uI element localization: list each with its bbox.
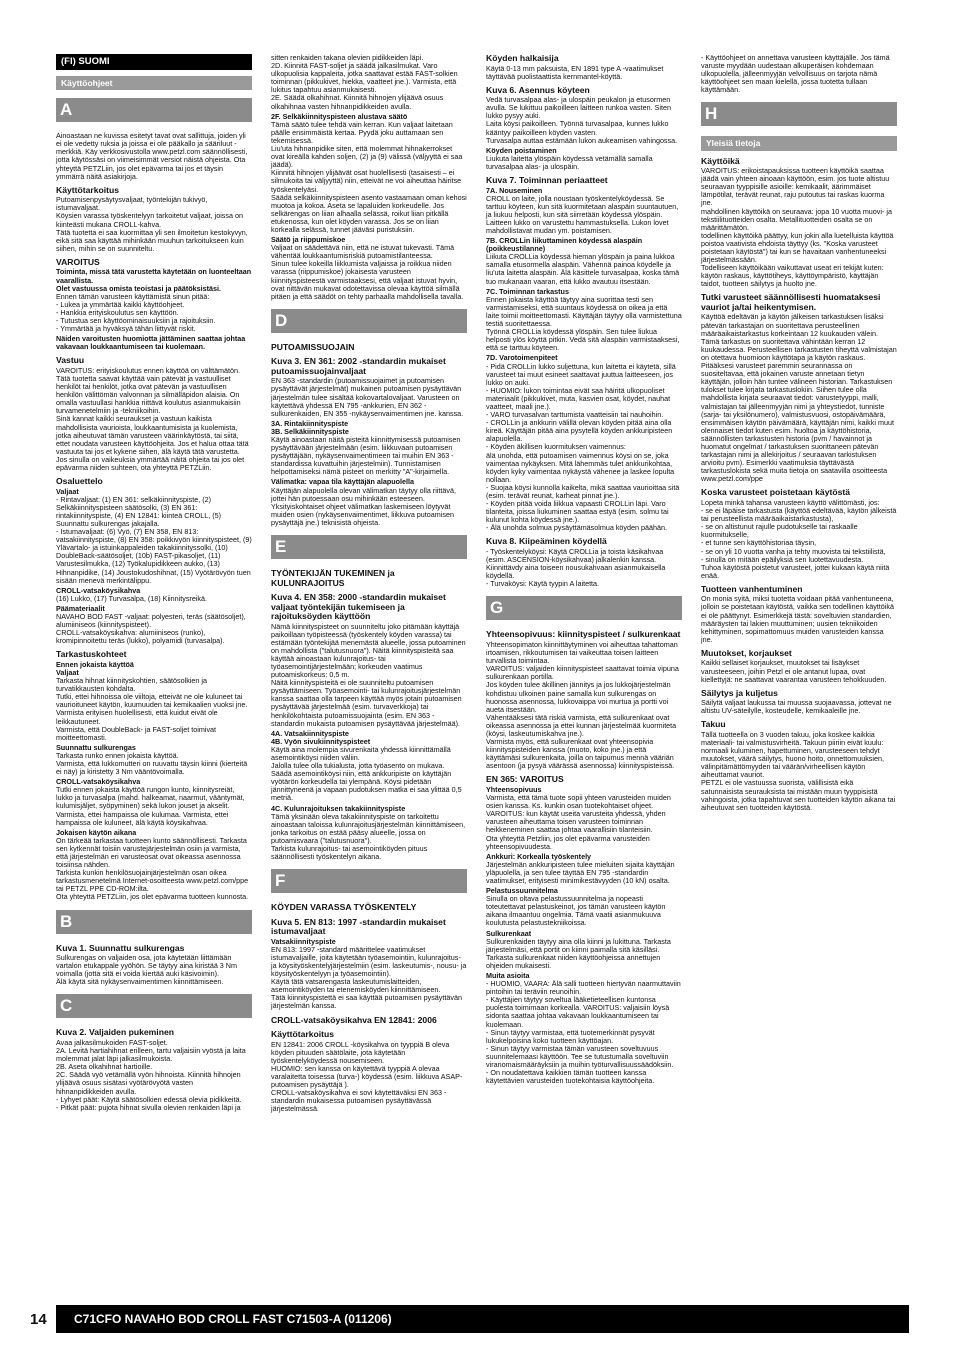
language-header: (FI) SUOMI	[56, 54, 252, 70]
col2-sub-1: 2F. Selkäkiinnityspisteen alustava säätö	[271, 111, 408, 121]
names-text: - Rintavaljaat: (1) EN 361: selkäkiinnityspiste, (2) Selkäkiinnityspisteen säätösolki, (3) EN 361: rintakiinnityspiste, (4) EN 12841: kiinteä CROLL, (5) Suunnattu sulkurengas jakajalla. - Istumavaljaat: (6) Vyö, (7) EN 358, EN 813: vatsakiinnityspiste, (8) EN 358: poikkivyön kiinnityspisteet, (9) Ylävartalo- ja istuinkappaleiden takakiinnityssolki, (10) DoubleBack-säätösoljet, (10b) FAST-pikasoljet, (11) Varustesilmukka, (12) Työkalupidikkeen aukko, (13) Hihnanpidike, (14) Joustokudoshihnat, (15) Vyötärövyön tuen sisään menevä merkintälippu.	[56, 494, 252, 585]
g-sub-4: Sulkurenkaat	[486, 928, 532, 938]
f-sub-3: Käyttötarkoitus	[271, 1029, 335, 1040]
obsolescence-text: On monia syitä, miksi tuotetta voidaan pitää vanhentuneena, jolloin se poistetaan käytöstä, vaikka sen todellinen käyttöikä ei ole päättynyt. Esimerkkejä tästä: soveltuvien standardien, määräysten tai lakien muuttuminen; uusien tekniikoiden kehittyminen, sopimattomuus muiden varusteiden kanssa jne.	[701, 594, 894, 644]
warning-title: VAROITUS	[56, 256, 100, 267]
rope-diameter-text: Käytä 0-13 mm paksuista, EN 1891 type A -vaatimukset täyttävää puolistaattista kernmantel-köyttä.	[486, 63, 664, 81]
section-c-marker: C	[56, 994, 252, 1018]
e-text: Nämä kiinnityspisteet on suunniteltu joko pitämään käyttäjä paikoillaan työpisteessä (työskentely köyden varassa) tai estämään työntekijää menemästä alueelle, jossa putoaminen on mahdollista ("talutusnuora"). Näitä kiinnityspisteitä saa käyttää ainoastaan kulunrajoitus- tai työasemointijärjestelmään; korkeuden vaatimus putoamiskorkeus: 0,5 m. Näitä kiinnityspisteitä ei ole suunniteltu putoamisen pysäyttämiseen. Työasemointi- tai kulunrajoitusjärjestelmän kanssa saattaa olla tarpeen käyttää myös jotain putoamisen pysäyttävää järjestelmää (esim. turvaverkkoja) tai henkilökohtaista putoamissuojainta (esim. EN 363 -standardin mukaista putoamisen pysäyttävää järjestelmää).	[271, 621, 466, 728]
inspection-sub: Ennen jokaista käyttöä	[56, 659, 134, 669]
g-text-3: Sinulla on oltava pelastussuunnitelma ja nopeasti toteutettavat pelastuskeinot, jos tämän varusteen käytön aikana ilmaantuu ongelmia. Tämä vaatii asianmukuuva koulutusta pelastustekniikoissa.	[486, 894, 666, 928]
section-g-marker: G	[486, 596, 682, 620]
warranty-text: Tällä tuotteella on 3 vuoden takuu, joka koskee kaikkia materiaali- tai valmistusvirheitä. Takuun piiriin eivät kuulu: normaali kuluminen, hapettuminen, varusteeseen tehdyt muutokset, väärä säilytys, huono hoito, onnettomuuksien, välinpitämättömyyden tai väärän/virheellisen käytön aiheuttamat vauriot. PETZL ei ole vastuussa suorista, välillisistä eikä satunnaisista seurauksista tai mistään muun tyyppisistä vahingoista, jotka tapahtuvat sen tuotteiden käytön aikana tai aiheutuvat sen tuotteiden käytöstä.	[701, 729, 896, 812]
7b-text: Liikuta CROLLia köydessä hieman ylöspäin ja paina lukkoa samalla etusormella alaspäin. Vähennä painoa köydelle ja liu'uta laitetta alaspäin. Älä käsittele turvasalpaa, koska tämä tuo mukanaan vaaran, että lukko avautuu itsestään.	[486, 252, 680, 286]
d-sub-2: 3B. Selkäkiinnityspiste	[271, 426, 349, 436]
inspect-title: Tutki varusteet säännöllisesti huomataksesi vauriot ja/tai heikentymisen.	[701, 292, 881, 312]
d-head: PUTOAMISSUOJAIN	[271, 341, 355, 352]
7d-text: - Pidä CROLLin lukko suljettuna, kun laitetta ei käytetä, sillä varusteet tai muut esineet saattavat juuttua laitteeseen, jos lukko on auki. - HUOMIO: lukon toimintaa eivät saa häiritä ulkopuoliset materiaalit (pikkukivet, muta, kasvien osat, köydet, nauhat vaatteet, maali jne.). - VARO turvasalvan tarttumista vaatteisiin tai nauhoihin. - CROLLin ja ankkurin välillä olevan köyden pitää aina olla kireä. Käyttäjän pitää aina pysytellä köyden ankkuripisteen alapuolella. - Köyden äkillisen kuormituksen vaimennus: älä unohda, että putoamisen vaimennus köysi on se, joka vaimentaa nykäyksen. Mitä lähemmäs tulet ankkurikohtaa, köyden kyky vaimentaa nykäystä vähenee ja laskee lopulta nollaan. - Suojaa köysi kunnolla kaikelta, mikä saattaa vaurioittaa sitä (esim. terävät reunat, karheat pinnat jne.). - Köyden pitää voida liikkua vapaasti CROLLin läpi. Varo tilanteita, joissa liukuminen saattaa estyä (esim. solmu tai kulunut kohta köydessä jne.). - Älä unohda solmua pysäyttämäsolmua köyden päähän.	[486, 361, 680, 533]
remove-text: Liukuta laitetta ylöspäin köydessä vetämällä samalla turvasalpaa alas- ja ulospäin.	[486, 153, 653, 171]
col2-sub-2: Säätö ja riippumiskoe	[271, 235, 346, 245]
footer-bar: C71CFO NAVAHO BOD CROLL FAST C71503-A (011206)	[56, 1305, 909, 1333]
d-text-3: Käyttäjän alapuolella olevan välimatkan täytyy olla riittävä, jottei hän putoessaan osu mihinkään esteeseen. Yksityiskohtaiset ohjeet välimatkan laskemiseen löytyvät muiden osien (nykäysenvaimentimet, liikkuva putoamisen pysäyttäjä jne.) teknisistä ohjeista.	[271, 485, 456, 527]
retire-title: Koska varusteet poistetaan käytöstä	[701, 487, 851, 498]
warning-bold-2: Näiden varoitusten huomiotta jättäminen saattaa johtaa vakavaan loukkaantumiseen tai kuolemaan.	[56, 334, 246, 352]
responsibility-text: VAROITUS: erityiskoulutus ennen käyttöä on välttämätön. Tätä tuotetta saavat käyttää vain pätevät ja vastuulliset henkilöt tai henkilöt, jotka ovat pätevän ja vastuullisen henkilön välittömän valvonnan ja silmälläpidon alaisia. On omalla vastuullasi hankkia riittävä koulutus asianmukaisiin turvamenetelmiin ja -tekniikoihin. Sinä kannat kaikki seuraukset ja vastuun kaikista mahdollisista vaurioista, loukkaantumisista ja kuolemista, jotka aiheutuvat tämän varusteen väärinkäytöstä, tai siitä, ettet noudata varusteen käyttöohjeita. Jos et halua ottaa tätä vastuuta tai jos et kykene siihen, älä käytä tätä varustetta. Jos sinulla on vaikeuksia ymmärtää näitä ohjeita tai jos olet epävarma niiden suhteen, ota yhteyttä PETZLiin.	[56, 365, 249, 472]
f-sub-2: CROLL-vatsaköysikahva EN 12841: 2006	[271, 1014, 437, 1025]
lifetime-title: Käyttöikä	[701, 155, 740, 166]
e-sub-1: 4A. Vatsakiinnityspiste	[271, 728, 349, 738]
column-1	[56, 54, 252, 1114]
modifications-text: Kaikki sellaiset korjaukset, muutokset tai lisäykset varusteeseen, joihin Petzl ei ole antanut lupaa, ovat kiellettyjä: ne saattavat vaarantaa varusteen tehokkuuden.	[701, 658, 887, 684]
col2-text-1: Tämä säätö tulee tehdä vain kerran. Kun valjaat laitetaan päälle ensimmäistä kertaa. Pyydä joku auttamaan sen tekemisessä. Liu'uta hihnanpidike siten, että molemmat hihnakerrokset ovat kireällä kahden soljen, (2) ja (9) välissä (väljyyttä ei saa jäädä). Kiinnitä hihnojen ylijäävät osat huolellisesti (tasaisesti – ei silmukoita tai väljyyttä) niin, etteivät ne voi aiheuttaa häiritse työskentelyäsi. Säädä selkäkiinnityspisteen asento vastaamaan oman kehosi muotoa ja kokoa. Aseta se lapaluiden korkeudelle. Jos selkärengas on liian alhaalla selässä, roikut liian pitkällä etukenossa, kun olet köyden varassa. Jos se on liian korkealla selässä, tunnet jääväsi puristuksiin.	[271, 119, 467, 234]
obsolescence-title: Tuotteen vanhentuminen	[701, 583, 803, 594]
g-text: Yhteensopimaton kiinnittäytyminen voi aiheuttaa tahattoman irtoamisen, rikkoutumisen tai vaikeuttaa toisen laitteen turvallista toimintaa. VAROITUS: valjaiden kiinnityspisteet saattavat toimia vipuna sulkurenkaan portilla. Jos köyden tulee äkillinen jännitys ja jos lukkojärjestelmän kohdistuu ulkoinen paine samalla kun sulkurengas on huonossa asennossa, lukkovaippa voi murtua ja portti voi aueta itsestään. Vähentääksesi tätä riskiä varmista, että sulkurenkaat ovat oikeassa asennossa ja ettei kunnan järjestelmää kuormiteta (köysi, laskeutumiskahva jne.). Varmista myös, että sulkurenkaat ovat yhteensopivia kiinnityspisteiden kanssa (muoto, koko jne.) ja että käyttämäsi sulkurenkaita, joilla on taipumus mennä vääriän asentoon (ja pysyä väärässä asennossa) kiinnityspisteissä.	[486, 639, 679, 771]
names-sub-2: CROLL-vatsaköysikahva	[56, 585, 141, 595]
c-text: Avaa jalkasilmukoiden FAST-soljet. 2A. Levitä hartiahihnat erilleen, tartu valjaisiin vyöstä ja laita molemmat jalat läpi jalkasilmukoista. 2B. Aseta olkahihnat hartioille. 2C. Säädä vyö vetämällä vyön hihnoista. Kiinnitä hihnojen ylijäävä osuus sisätasi vyötärövyötä vasten hihnanpidikkeiden avulla. - Lyhyet päät: Käytä säätösolkien edessä olevia pidikkeitä. - Pitkät päät: pujota hihnat sivulla olevien renkaiden läpi ja	[56, 1037, 246, 1112]
instructions-subhead: Käyttöohjeet	[56, 76, 252, 90]
b-text: Sulkurengas on valjaiden osa, jota käytetään liittämään vartalon etukappale yyöhön. Se täytyy aina kiristää 3 Nm voimalla (jotta sitä ei voida kiertää auki käsivoimin). Älä käytä sitä nykäysenvaimentimen kiinnittämiseen.	[56, 953, 237, 987]
g-sub-5: Muita asioita	[486, 971, 530, 980]
column-2	[271, 54, 467, 1115]
g-sub-3: Pelastussuunnitelma	[486, 886, 558, 896]
b-title: Kuva 1. Suunnattu sulkurengas	[56, 942, 185, 953]
7d-sub: 7D. Varotoimenpiteet	[486, 353, 558, 363]
7a-text: CROLL on laite, jolla noustaan työskentelyköydessä. Se tarttuu köyteen, kun sitä kuormitetaan alaspäin suuntautuen, ja liukuu helposti, kun sitä siirretään köydessä ylöspäin. Laitteen lukko on varustettu hammastuksella. Lukon lovet mahdollistavat mudan ym. poistamisen.	[486, 193, 679, 235]
inspection-sub-5: Jokaisen käytön aikana	[56, 827, 137, 837]
g-title-2: EN 365: VAROITUS	[486, 774, 564, 785]
e-text-3: Tämä yksinään oleva takakiinnityspiste on tarkoitettu ainoastaan taloissa kulunrajoitusjärjestelmän kiinnittämiseen, jonka tarkoitus on estää pääsy alueelle, jossa on putoamisvaara ("talutusnuora"). Tarkista kulunrajoitus- tai asemointiköyden pituus säännöllisesti työskentelyn aikana.	[271, 811, 466, 862]
inspection-title: Tarkastuskohteet	[56, 649, 127, 660]
col2-text-2: Valjaat on säädettävä niin, että ne istuvat tukevasti. Tämä vähentää loukkaantumisriskiä putoamistilanteessa. Sinun tulee kokeilla liikkumista valjaissa ja roikkua niiden varassa (riippumiskoe) jokaisesta varusteen kiinnityspisteestä varmistaaksesi, että valjaat istuvat hyvin, ovat riittävän mukavat odotettavissa olevaa käyttöä silmällä pitäen ja että säädöt on tehty parhaalla mahdollisella tavalla.	[271, 243, 464, 301]
d-text-2: Käytä ainoastaan näitä pisteitä kiinnittymisessä putoamisen pysäyttävään järjestelmään (esim. liikkuvaan putoamisen pysäyttäjään, nykäysenvaimentimeen tai muihin EN 363 -standardissa kuvattuihin järjestelmiin). Tunnistamisen helpottamiseksi nämä pisteet on merkitty "A"-kirjaimella.	[271, 434, 461, 477]
section-f-marker: F	[271, 869, 467, 893]
storage-title: Säilytys ja kuljetus	[701, 687, 778, 698]
f-title: Kuva 5. EN 813: 1997 -standardin mukaiset istumavaljaat	[271, 916, 446, 937]
section-a-marker: A	[56, 98, 252, 122]
d-sub-3: Välimatka: vapaa tila käyttäjän alapuolella	[271, 477, 415, 487]
e-sub-2: 4B. Vyön sivukiinnityspisteet	[271, 736, 371, 746]
names-sub-3: Päämateriaalit	[56, 603, 105, 613]
principles-title: Kuva 7. Toiminnan periaatteet	[486, 175, 608, 186]
usage-title: Käyttötarkoitus	[56, 184, 120, 195]
responsibility-title: Vastuu	[56, 355, 85, 366]
col2-top-text: sitten renkaiden takana olevien pidikkeiden läpi. 2D. Kiinnitä FAST-soljet ja säädä jalkasilmukat. Varo ulkopuolisia kappaleita, jotka saattavat estää FAST-solkien toiminnan (pikkukivet, hiekka, vaatteet jne.). Varmista, että lukitus tapahtuu asianmukaisesti. 2E. Säädä olkahihnat. Kiinnitä hihnojen ylijäävä osuus olkahihnaa vasten hihnanpidikkeiden avulla.	[271, 53, 458, 111]
f-text-3: EN 12841: 2006 CROLL -köysikahva on tyyppiä B oleva köyden pituuden säätölaite, jota käytetään työskentelyköydessä nousemiseen. HUOMIO: sen kanssa on käytettävä tyyppiä A olevaa varalaitetta toisessa (turva-) köydessä (esim. liikkuva ASAP-putoamisen pysäyttäjä ). CROLL-vatsaköysikahva ei sovi käytettäväksi EN 363 -standardin mukaisessa putoamisen pysäyttävässä järjestelmässä.	[271, 1039, 463, 1114]
g-sub-2: Ankkuri: Korkealla työskentely	[486, 851, 592, 861]
remove-sub: Köyden poistaminen	[486, 145, 557, 155]
section-d-marker: D	[271, 309, 467, 333]
f-sub-1: Vatsakiinnityspiste	[271, 936, 336, 946]
e-title: Kuva 4. EN 358: 2000 -standardin mukaiset valjaat työntekijän tukemiseen ja rajoituksöyden käyttöön	[271, 592, 446, 621]
usage-text: Putoamisenpysäytysvaljaat, työntekijän tukivyö, istumavaljaat. Köysien varassa työskentelyyn tarkoitetut valjaat, joissa on kiinteästi mukana CROLL-kahva. Tätä tuotetta ei saa kuormittaa yli sen ilmoitetun kestokyvyn, eikä sitä saa käyttää mihinkään muuhun tarkoitukseen kuin siihen, mihin se on suunniteltu.	[56, 195, 248, 253]
general-info-subhead: Yleisiä tietoja	[701, 136, 897, 150]
modifications-title: Muutokset, korjaukset	[701, 647, 792, 658]
warning-bold: Toiminta, missä tätä varustetta käytetään on luonteeltaan vaarallista. Olet vastuussa omista teoistasi ja päätöksistäsi.	[56, 267, 252, 293]
d-sub-1: 3A. Rintakiinnityspiste	[271, 418, 349, 428]
7b-sub: 7B. CROLLin liikuttaminen köydessä alaspäin (poikkeustilanne)	[486, 236, 643, 254]
section-h-marker: H	[701, 102, 897, 126]
f-head: KÖYDEN VARASSA TYÖSKENTELY	[271, 902, 417, 913]
warranty-title: Takuu	[701, 719, 726, 730]
e-sub-3: 4C. Kulunrajoituksen takakiinnityspiste	[271, 803, 406, 813]
names-title: Osaluettelo	[56, 476, 103, 487]
page-number: 14	[30, 1311, 47, 1328]
col4-top-text: - Käyttöohjeet on annettava varusteen käyttäjälle. Jos tämä varuste myydään uudestaan alkuperäisen kohdemaan ulkopuolella, jälleenmyyjän velvollisuus on tarjota nämä käyttöohjeet sen maan kielellä, jossa tuotetta tullaan käyttämään.	[701, 53, 890, 95]
d-title: Kuva 3. EN 361: 2002 -standardin mukaiset putoamissuojainvaljaat	[271, 356, 446, 376]
column-3	[486, 54, 682, 1087]
inspection-text-4: Tutki ennen jokaista käyttöä rungon kunto, kiinnitysreiät, lukko ja turvasalpa (mahd. halkeamat, naarmut, vääntymät, kulumisjäljet, syöpyminen) sekä lukon jouset ja akselit. Varmista, ettei hampaissa ole kulumaa. Varmista, ettei hampaissa ole kuluneet, älä käytä köysikahvaa.	[56, 785, 245, 827]
lifetime-text: VAROITUS: erikoistapauksissa tuotteen käyttöikä saattaa jäädä vain yhteen ainoaan käyttöön, esim. jos tuote altistuu seuraavan tyyppisille asioille: kemikaalit, äärimmäiset lämpötilat, terävät reunat, raju putoutus tai raskas kuorma jne. mahdollinen käyttöikä on seuraava: jopa 10 vuotta muovi- ja tekstiilituotteiden osalta. Metallituotteiden osalta se on määrittämätön. todellinen käyttöikä päättyy, kun jokin alla luetelluista käyttöä poistoa vaativista ehdoista täyttyy (ks. "Koska varusteet poistetaan käytöstä") tai kun se havaitaan vanhentuneeksi järjestelmässään. Todelliseen käyttöikään vaikuttavat useat eri tekijät kuten: käytön raskaus, käyttötiheys, käyttöympäristö, käyttäjän taidot, tuotteen säilytys ja huolto jne.	[701, 166, 894, 289]
install-text: Vedä turvasalpaa alas- ja ulospäin peukalon ja etusormen avulla. Se lukittuu paikoilleen laitteen runkoa vasten. Siten lukko pysyy auki. Laita köysi paikoilleen. Työnnä turvasalpaa, kunnes lukko kääntyy paikoilleen köyden vasten. Turvasalpa auttaa estämään lukon aukeamisen vahingossa.	[486, 95, 678, 145]
e-head: TYÖNTEKIJÄN TUKEMINEN ja KULUNRAJOITUS	[271, 568, 395, 588]
inspect-text: Käyttöä edeltävän ja käytön jälkeisen tarkastuksen lisäksi pätevän tarkastajan on suoritettava perusteellinen määräaikaistarkastus korkeintaan 12 kuukauden välein. Tämä tarkastus on suoritettava vähintään kerran 12 kuukaudessa. Perusteellisen tarkastusten tiheyttä valmistajan on otettava huomioon käyttötapa ja käytön raskaus. Pitääksesi varusteet paremmin seurannassa on suositeltavaa, että jokainen varuste annetaan tietyn käyttäjän, jolloin hän tuntee välineen historian. Tarkastuksen tulokset tulee kirjata tarkastuslokiin. Siihen tulee olla mahdollista kirjata seuraavat tiedot: varustetyyppi, malli, valmistajan tai jälleenmyyjän nimi ja yhteystiedot, tunniste (sarja- tai yksilönumero), valmistusvuosi, ostopäivämäärä, ensimmäisen käytön päivämäärä, käyttäjän nimi, kaikki muut olennaiset tiedot kuten esim. huoltoa ja käyttöhistoria, säännöllisten tarkastusten historia (pvm / havainnot ja huomatut ongelmat / tarkastuksen suorittaneen pätevän tarkastajan nimi ja allekirjoitus / seuraavan tarkistuksen arvioitu pvm). Esimerkki vaatimuksia täyttävästä tarkastuslokista sekä muita tietoja on saatavilla osoitteesta www.petzl.com/ppe	[701, 312, 897, 484]
section-b-marker: B	[56, 910, 252, 934]
g-text-2: Järjestelmän ankkuripisteen tulee mieluiten sijaita käyttäjän yläpuolella, ja sen tulee täyttää EN 795 -standardin vaatimukset, erityisesti minimikestävyyden (10 kN) osalta.	[486, 859, 675, 885]
inspection-text-5: On tärkeää tarkastaa tuotteen kunto säännöllisesti. Tarkasta sen kytkennät toisiin varustejärjestelmän osiin ja varmista, että järjestelmän eri varusteosat ovat oikeassa asennossa toisiinsa nähden. Tarkista kunkin henkilösuojainjärjestelmän osan oikea tarkastusmenetelmä Internet-osoitteesta www.petzl.com/ppe tai PETZL PPE CD-ROM:ilta. Ota yhteyttä PETZLiin, jos olet epävarma tuotteen kunnosta.	[56, 835, 249, 902]
g-title: Yhteensopivuus: kiinnityspisteet / sulkurenkaat	[486, 629, 681, 640]
rope-diameter-title: Köyden halkaisija	[486, 53, 559, 63]
section-e-marker: E	[271, 535, 467, 559]
climbing-text: - Työskentelyköysi: Käytä CROLLia ja toista käsikahvaa (esim. ASCENSION-köysikahvaa) jalkalenkin kanssa. Kiinnittävdy aina toiseen nousukahvaan asianmukaisella köydellä. - Turvaköysi: Käytä tyypin A laitetta.	[486, 546, 666, 589]
storage-text: Säilytä valjaat laukussa tai muussa suojaavassa, jottevat ne altistu UV-säteilylle, kosteudelle, kemikaaleille jne.	[701, 698, 892, 716]
inspection-text-3: Tarkasta runko ennen jokaista käyttöä. Varmista, että lukkomutteri on ruuvattu täysin kiinni (kierteitä ei näy) ja kiristetty 3 Nm vääntövoimalla.	[56, 750, 248, 777]
intro-text: Ainoastaan ne kuvissa esitetyt tavat ovat sallittuja, joiden yli ei ole vedetty ruksia ja joissa ei ole pääkallo ja sääriluut -merkkiä. Käy verkkosivustolla www.petzl.com säännöllisesti, jotta käytössäsi on viimeisimmät versiot näistä ohjeista. Ota yhteyttä PETZLiin, jos olet epävarma tai jos et täysin ymmärrä näitä asiakirjoja.	[56, 131, 248, 181]
7c-sub: 7C. Toiminnan tarkastus	[486, 286, 569, 296]
climbing-title: Kuva 8. Kiipeäminen köydellä	[486, 536, 607, 547]
f-text-1: EN 813: 1997 -standard määrittelee vaatimukset istumavaljaille, joita käytetään työasemointiin, kulunrajoitus- ja köysityöskentelyjärjestelmiin (esim. laskeutumis-, nousu- ja köysityöskentelyyn ja työasemointiin). Käytä tätä vatsarengasta laskeutumislaitteiden, asemointiköyden tai etenemisköyden kiinnittämiseen. Tätä kiinnityspistettä ei saa käyttää putoamisen pysäyttävän järjestelmän kanssa.	[271, 944, 467, 1011]
d-text: EN 363 -standardin (putoamissuojaimet ja putoamisen pysäyttävät järjestelmät) mukainen putoamisen pysäyttävän järjestelmän tulee sisältää kokovartalovaljaat. Varusteen on käytettävä yhdessä EN 795 -ankkurien, EN 362 -sulkurenkaiden, EN 355 -nykäysenvaimentimen jne. kanssa.	[271, 376, 464, 418]
retire-text: Lopeta minkä tahansa varusteen käyttö välittömästi, jos: - se ei läpäise tarkastusta (käyttöä edeltävää, käytön jälkeistä tai perusteellista määräaikaistarkastusta), - se on altistunut rajulle pudotukselle tai raskaalle kuormitukselle, - et tunne sen käyttöhistoriaa täysin, - se on yli 10 vuotta vanha ja tehty muovista tai tekstiilistä, - sinulla on mitään epäilyksiä sen luotettavuudesta. Tuhoa käytöstä poistetut varusteet, jottei kukaan käytä niitä enää.	[701, 497, 897, 580]
names-text-3: NAVAHO BOD FAST -valjaat: polyesteri, teräs (säätösoljet), alumiiniseos (kiinnityspisteet). CROLL-vatsaköysikahva: alumiiniseos (runko), kromipinnoitettu teräs (lukko), polyamidi (turvasalpa).	[56, 611, 246, 646]
inspection-sub-2: Valjaat	[56, 667, 79, 677]
g-text-4: Sulkurenkaiden täytyy aina olla kiinni ja lukittuna. Tarkasta järjestelmäsi, että portit on kiinni paimalla sitä käsilläsi. Tarkasta sulkurenkaat niiden käyttöohjeissa annettujen ohjeiden mukaisesti.	[486, 936, 671, 970]
7c-text: Ennen jokaista käyttöä täytyy aina suorittaa testi sen varmistamiseksi, että suuntaus köydessä on oikea ja että laite toimii moitteettomasti. Käyttäjän täytyy olla varmistettuna testiä suoritettaessa. Työnnä CROLLia köydessä ylöspäin. Sen tulee liukua helposti ylös köyttä pitkin. Vedä sitä alaspäin varmistaaksesi, että se tarttuu köyteen.	[486, 294, 682, 353]
inspection-text: Tarkasta hihnat kiinnityskohtien, säätösolkien ja turvatikkausten kohdalta. Tutki, ettei hihnoissa ole viiltoja, etteivät ne ole kuluneet tai vaurioituneet käytön, kuumuuden tai kemikaalien vuoksi jne. Varmista erityisen huolellisesti, että kuidut eivät ole leikkautuneet. Varmista, että DoubleBack- ja FAST-soljet toimivat moitteettomasti.	[56, 676, 248, 742]
names-text-2: (16) Lukko, (17) Turvasalpa, (18) Kiinnitysreikä.	[56, 593, 207, 603]
g-sub-1: Yhteensopivuus	[486, 784, 542, 794]
inspection-sub-3: Suunnattu sulkurengas	[56, 742, 136, 752]
g-text-1: Varmista, että tämä tuote sopii yhteen varusteiden muiden osien kanssa. Ks. kunkin osan tuotekohtaiset ohjeet. VAROITUS: kun käytät useita varusteita yhdessä, yhden varusteen aiheuttama toisen varusteen toiminnan heikkeneminen saattaa johtaa vaarallisiin tilanteisiin. Ota yhteyttä Petzliin, jos olet epävarma varusteiden yhteensopivuudesta.	[486, 793, 671, 851]
names-sub: Valjaat	[56, 486, 79, 496]
7a-sub: 7A. Nouseminen	[486, 185, 543, 195]
inspection-sub-4: CROLL-vatsaköysikahva	[56, 777, 141, 787]
c-title: Kuva 2. Valjaiden pukeminen	[56, 1027, 174, 1038]
column-4	[701, 54, 897, 814]
warning-text: Ennen tämän varusteen käyttämistä sinun pitää: - Lukea ja ymmärtää kaikki käyttöohjeet. - Hankkia erityiskoulutus sen käyttöön. - Tutustua sen käyttöominaisuuksiin ja rajoituksiin. - Ymmärtää ja hyväksyä tähän liittyvät riskit.	[56, 291, 216, 334]
install-title: Kuva 6. Asennus köyteen	[486, 84, 590, 95]
g-text-5: - HUOMIO, VAARA: Älä salli tuotteen hiertyvän naarmuttaviin pintoihin tai teräviin reunoihin. - Käyttäjien täytyy soveltua lääketieteellisen kuntonsa puolesta toimimaan korkealla. VAROITUS: valjaisiin löysä sidonta saattaa johtaa vakavaan loukkaantumiseen tai kuolemaan. - Sinun täytyy varmistaa, että tuotemerkinnät pysyvät lukukelpoisina koko tuotteen käyttöajan. - Sinun täytyy varmistaa tämän varusteen soveltuvuus suunnitelemaasi käyttöön. Tee se tutustumalla soveltuviin viranomaismääräyksiin ja muihin työturvallisuussäädöksiin. - On noudatettava kaikkien tämän tuotteen kanssa käytettävien varusteiden tuotekohtaisia käyttöohjeita.	[486, 979, 681, 1086]
e-text-2: Käytä aina molempia sivurenkaita yhdessä kiinnittämällä asemointiköysi niiden väliin. Jalolla tulee olla tukialusta, jotta työasento on mukava. Säädä asemointiköysi niin, että ankkuripiste on käyttäjän vyötärön korkeudella tai ylempänä. Köysi pidetään jännittyneenä ja vapaan pudotuksen matka ei saa ylittää 0,5 metriä.	[271, 744, 462, 803]
